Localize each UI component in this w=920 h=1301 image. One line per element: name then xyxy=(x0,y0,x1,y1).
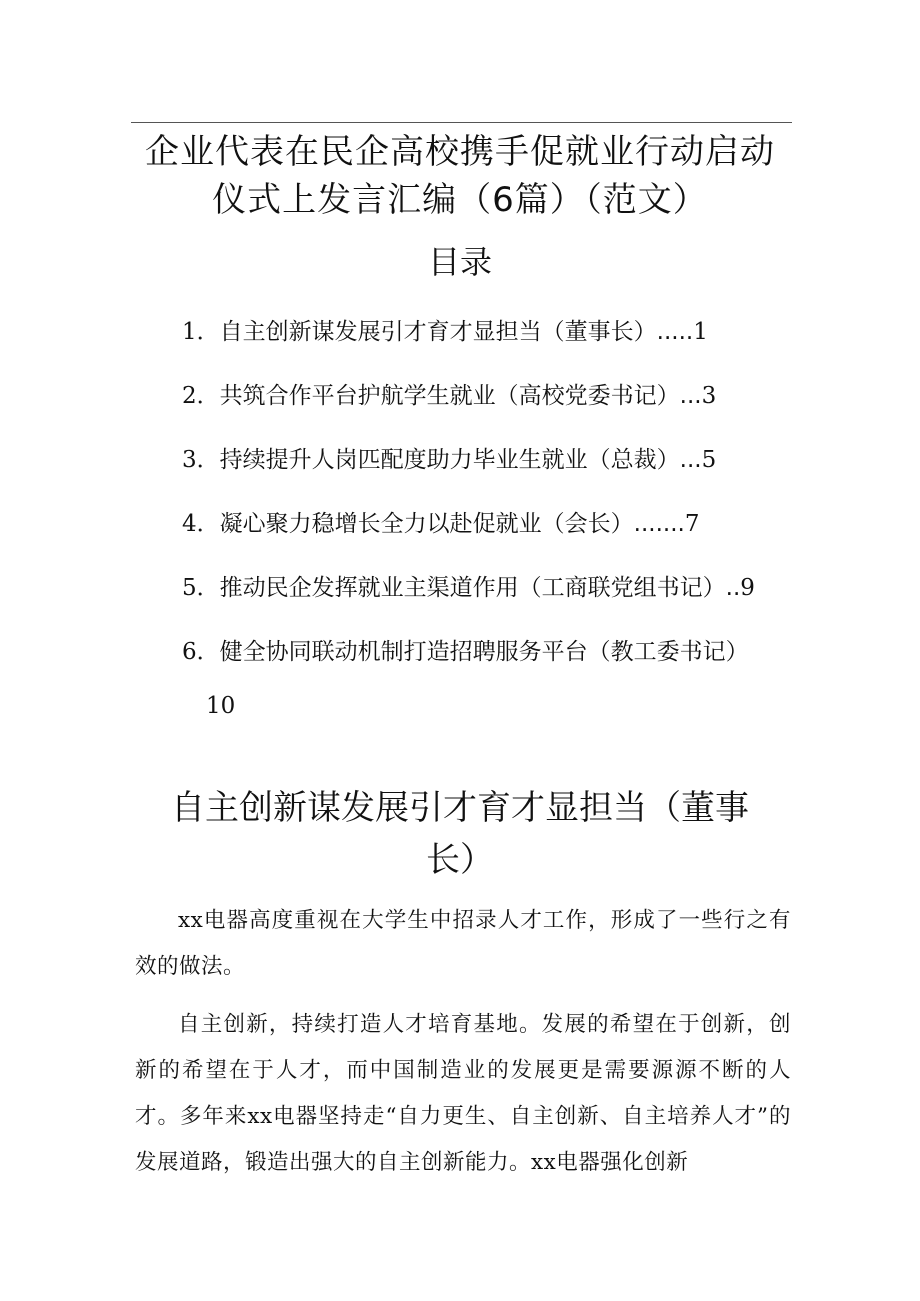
toc-entry-leader: ..... xyxy=(656,319,694,345)
toc-entry[interactable] xyxy=(182,376,802,416)
section-body xyxy=(135,898,791,1198)
toc-entry-leader: ....... xyxy=(633,511,685,537)
document-title-line-1: 企业代表在民企高校携手促就业行动启动 xyxy=(145,132,775,172)
toc-entry-number: 5 xyxy=(182,575,197,601)
toc-entry-page: 1 xyxy=(693,319,708,345)
toc-entry-number: 6 xyxy=(182,639,197,665)
toc-entry-leader: ... xyxy=(679,383,702,409)
toc-entry[interactable] xyxy=(182,440,802,480)
toc-entry-number: 2 xyxy=(182,383,197,409)
toc-entry[interactable] xyxy=(182,568,802,608)
toc-entry-label: ．共筑合作平台护航学生就业（高校党委书记） xyxy=(196,383,680,409)
body-paragraph: xx电器高度重视在大学生中招录人才工作，形成了一些行之有效的做法。 xyxy=(135,908,791,979)
toc-heading: 目录 xyxy=(427,243,492,281)
toc-entry-page: 5 xyxy=(701,447,717,473)
section-title-line-1: 自主创新谋发展引才育才显担当（董事 xyxy=(171,788,749,828)
header-rule xyxy=(131,122,792,123)
body-paragraph: 自主创新，持续打造人才培育基地。发展的希望在于创新，创新的希望在于人才，而中国制造业的发展更是需要源源不断的人才。多年来xx电器坚持走“自力更生、自主创新、自主培养人才”的发展道路，锻造出强大的自主创新能力。xx电器强化创新 xyxy=(135,1012,791,1175)
toc-entry-page: 3 xyxy=(701,383,717,409)
document-title-line-2: 仪式上发言汇编（6篇）（范文） xyxy=(212,180,708,220)
toc-entry-page: 10 xyxy=(206,693,236,719)
toc-entry-number: 1 xyxy=(182,319,197,345)
table-of-contents xyxy=(182,312,802,750)
toc-entry-label: ．自主创新谋发展引才育才显担当（董事长） xyxy=(196,319,657,345)
toc-entry[interactable] xyxy=(182,312,802,352)
toc-entry-number: 4 xyxy=(182,511,197,537)
toc-entry-label: ．凝心聚力稳增长全力以赴促就业（会长） xyxy=(196,511,634,537)
section-title-line-2: 长） xyxy=(426,840,494,880)
toc-entry-label: ．持续提升人岗匹配度助力毕业生就业（总裁） xyxy=(196,447,680,473)
toc-entry-leader: .. xyxy=(725,575,741,601)
toc-entry-page: 7 xyxy=(684,511,700,537)
section-title xyxy=(160,782,760,886)
toc-entry-label: ．健全协同联动机制打造招聘服务平台（教工委书记） xyxy=(196,639,749,665)
toc-entry[interactable] xyxy=(182,632,802,726)
toc-entry-page: 9 xyxy=(740,575,755,601)
toc-entry[interactable] xyxy=(182,504,802,544)
document-title xyxy=(120,128,800,224)
toc-entry-number: 3 xyxy=(182,447,197,473)
toc-entry-label: ．推动民企发挥就业主渠道作用（工商联党组书记） xyxy=(196,575,726,601)
toc-entry-leader: ... xyxy=(679,447,702,473)
